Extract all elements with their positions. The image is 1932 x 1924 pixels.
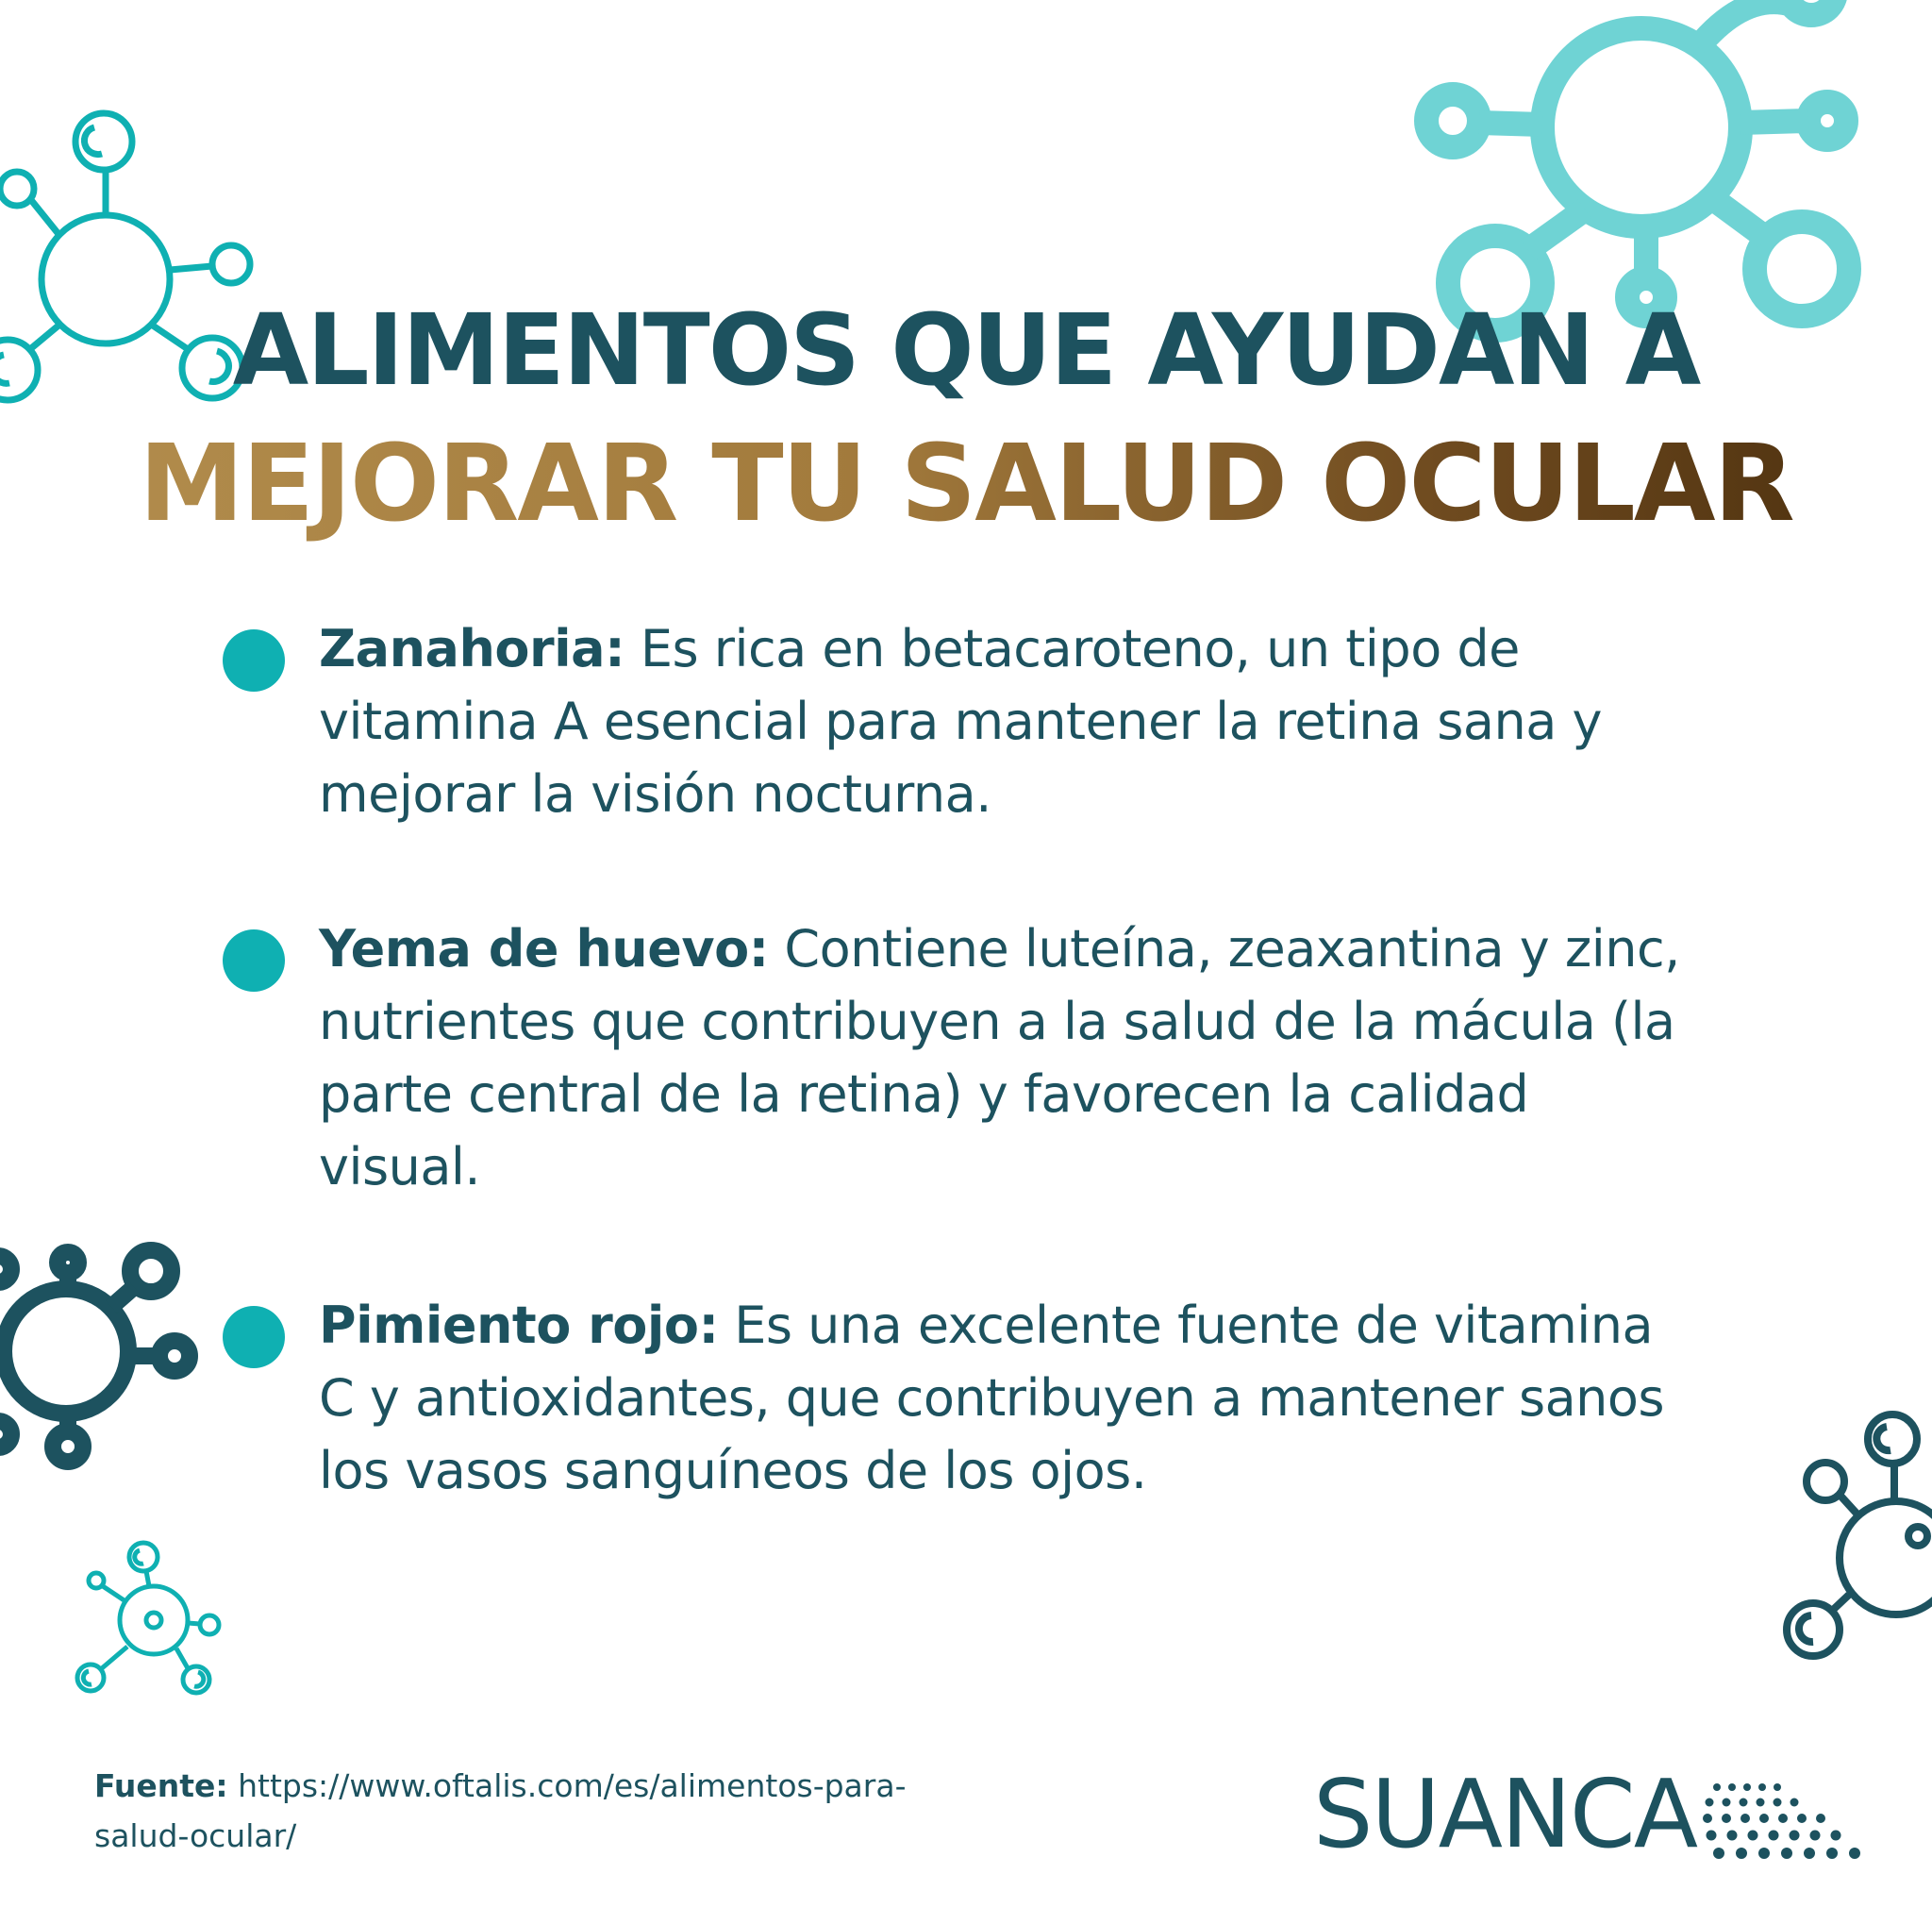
list-item-term: Pimiento rojo: [319, 1296, 719, 1355]
bullet-dot-icon [223, 929, 285, 992]
molecule-icon-middle-left [0, 1250, 190, 1462]
page-title-line-1: ALIMENTOS QUE AYUDAN A [232, 293, 1700, 408]
brand-logo-text: SUANCA [1313, 1759, 1697, 1869]
list-item-description: Es una excelente fuente de vitamina C y antioxidantes, que contribuyen a mantener sanos los vasos sanguíneos de los ojos. [319, 1296, 1665, 1500]
source-url[interactable]: https://www.oftalis.com/es/alimentos-para-salud-ocular/ [94, 1767, 907, 1854]
molecule-icon-bottom-left [77, 1543, 219, 1693]
brand-logo-dots-icon [1698, 1780, 1868, 1874]
list-item-text [319, 1289, 1696, 1507]
bullet-dot-icon [223, 1306, 285, 1368]
source-citation [94, 1761, 943, 1861]
page-title-line-2: MEJORAR TU SALUD OCULAR [0, 423, 1932, 545]
list-item-description: Es rica en betacaroteno, un tipo de vitamina A esencial para mantener la retina sana y mejorar la visión nocturna. [319, 619, 1602, 824]
bullet-dot-icon [223, 629, 285, 692]
list-item-description: Contiene luteína, zeaxantina y zinc, nutrientes que contribuyen a la salud de la mácula (la parte central de la retina) y favorecen la calidad visual. [319, 919, 1680, 1196]
list-item-text [319, 912, 1696, 1203]
list-item-text [319, 612, 1696, 830]
molecule-icon-top-right [1426, 0, 1849, 330]
source-label: Fuente: [94, 1767, 228, 1804]
molecule-icon-bottom-right [1787, 1414, 1932, 1656]
list-item-term: Zanahoria: [319, 619, 625, 678]
list-item-term: Yema de huevo: [319, 919, 769, 979]
